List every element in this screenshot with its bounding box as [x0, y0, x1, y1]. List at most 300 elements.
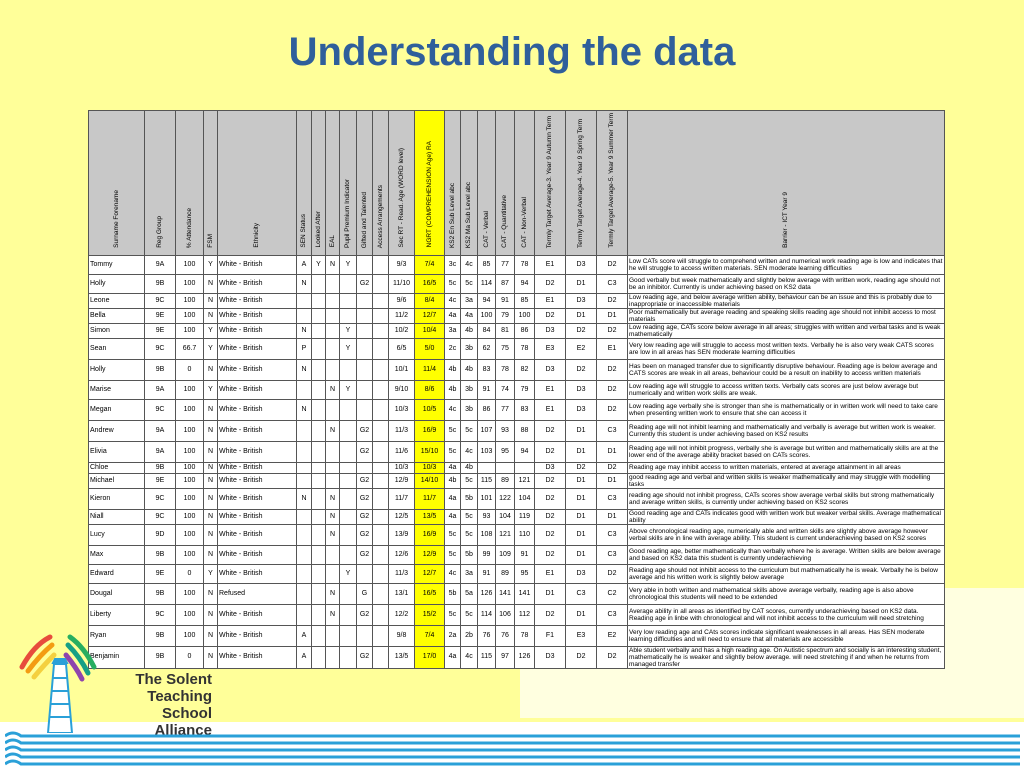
table-cell	[357, 338, 373, 359]
column-header	[535, 111, 566, 256]
table-cell	[312, 488, 326, 509]
table-cell: 4a	[445, 462, 461, 473]
table-cell: White - British	[218, 473, 297, 488]
table-cell	[373, 308, 389, 323]
table-cell	[340, 420, 357, 441]
pupil-data-table-wrapper	[88, 110, 944, 669]
table-cell	[357, 255, 373, 274]
table-cell: 9A	[145, 255, 176, 274]
table-cell	[326, 323, 340, 338]
table-cell: Edward	[89, 564, 145, 583]
column-header	[461, 111, 478, 256]
table-cell: C3	[597, 524, 628, 545]
column-header-label: Barrier - ICT Year 9	[782, 191, 789, 248]
column-header	[89, 111, 145, 256]
table-cell: Poor mathematically but average reading and speaking skills reading age should not inhibit access to most materials	[628, 308, 945, 323]
table-cell: D2	[535, 473, 566, 488]
table-cell: 10/3	[389, 462, 415, 473]
table-cell	[297, 380, 312, 399]
table-cell: Y	[204, 380, 218, 399]
column-header-label: Looked After	[314, 211, 322, 248]
column-header-label: Access Arrangements	[376, 184, 384, 248]
table-cell: N	[326, 524, 340, 545]
table-cell: D2	[535, 545, 566, 564]
table-cell: Average ability in all areas as identified by CAT scores, currently underachieving based on KS2 data. Reading age in linbe with chronological and will not inhibit access to the curriculum will need stretching	[628, 604, 945, 625]
table-cell: C3	[597, 488, 628, 509]
table-cell: 4a	[461, 308, 478, 323]
table-cell: Lucy	[89, 524, 145, 545]
table-cell: D2	[535, 420, 566, 441]
table-cell: Y	[204, 338, 218, 359]
table-cell: 10/4	[415, 323, 445, 338]
table-cell	[297, 545, 312, 564]
table-cell: D2	[597, 564, 628, 583]
table-cell: 5c	[445, 604, 461, 625]
table-cell: Niall	[89, 509, 145, 524]
table-cell	[326, 625, 340, 646]
table-cell: D1	[597, 441, 628, 462]
table-cell	[326, 308, 340, 323]
table-cell: 16/5	[415, 274, 445, 293]
table-cell: Above chronological reading age, numerically able and written skills are slightly above average however verbal skills are in line with average ability. This student is current underachieving based on KS2 scores	[628, 524, 945, 545]
table-cell: White - British	[218, 488, 297, 509]
column-header	[415, 111, 445, 256]
table-cell: 5c	[445, 441, 461, 462]
table-cell: N	[204, 293, 218, 308]
table-cell	[357, 462, 373, 473]
table-cell	[326, 473, 340, 488]
table-cell: White - British	[218, 420, 297, 441]
table-row	[89, 293, 945, 308]
table-cell: 100	[515, 308, 535, 323]
table-cell: D2	[535, 509, 566, 524]
table-cell: 12/5	[389, 509, 415, 524]
table-cell: 13/5	[415, 509, 445, 524]
table-cell: 87	[496, 274, 515, 293]
column-header	[373, 111, 389, 256]
table-cell: 100	[176, 488, 204, 509]
table-cell: D1	[566, 509, 597, 524]
table-cell: 9E	[145, 308, 176, 323]
table-cell: White - British	[218, 323, 297, 338]
table-row	[89, 625, 945, 646]
table-cell	[312, 473, 326, 488]
table-cell: White - British	[218, 441, 297, 462]
table-cell: D2	[597, 399, 628, 420]
table-cell: 9C	[145, 399, 176, 420]
table-cell: 5c	[461, 509, 478, 524]
table-cell	[312, 604, 326, 625]
table-cell: 89	[496, 564, 515, 583]
table-cell: 11/6	[389, 441, 415, 462]
table-cell	[496, 462, 515, 473]
table-cell: G2	[357, 545, 373, 564]
table-cell: Has been on managed transfer due to significantly disruptive behaviour. Reading age is below average and CATS scores are weak in all areas, behaviour could be a result on inability to access written materials	[628, 359, 945, 380]
table-cell: E2	[566, 338, 597, 359]
table-cell: D1	[566, 441, 597, 462]
table-cell: 100	[176, 323, 204, 338]
table-cell: 4a	[445, 509, 461, 524]
table-cell: White - British	[218, 274, 297, 293]
table-cell	[326, 359, 340, 380]
table-cell: Very able in both written and mathematical skills above average verbally, reading age is also above chronological this students will need to be extended	[628, 583, 945, 604]
table-cell: Y	[340, 380, 357, 399]
table-cell: 14/10	[415, 473, 445, 488]
table-cell: 78	[515, 338, 535, 359]
table-cell: 11/4	[415, 359, 445, 380]
table-cell	[357, 564, 373, 583]
table-cell: G2	[357, 441, 373, 462]
table-cell: Elivia	[89, 441, 145, 462]
table-cell: E1	[535, 564, 566, 583]
table-cell	[326, 338, 340, 359]
table-cell: 126	[515, 646, 535, 668]
table-cell: E1	[535, 380, 566, 399]
table-cell: White - British	[218, 359, 297, 380]
table-cell: 100	[176, 308, 204, 323]
table-row	[89, 583, 945, 604]
table-cell	[373, 323, 389, 338]
table-cell	[312, 564, 326, 583]
table-cell: D2	[535, 441, 566, 462]
table-cell: Andrew	[89, 420, 145, 441]
table-cell: 100	[176, 274, 204, 293]
table-cell: 100	[176, 545, 204, 564]
table-cell: 17/0	[415, 646, 445, 668]
table-cell	[312, 359, 326, 380]
table-row	[89, 399, 945, 420]
table-cell: D3	[535, 359, 566, 380]
column-header	[628, 111, 945, 256]
table-cell	[478, 462, 496, 473]
table-cell: 6/5	[389, 338, 415, 359]
table-cell: Low reading age, CATs score below average in all areas; struggles with written and verbal tasks and is weak mathematically	[628, 323, 945, 338]
table-cell	[326, 545, 340, 564]
table-cell	[373, 646, 389, 668]
table-row	[89, 488, 945, 509]
table-cell: N	[297, 359, 312, 380]
table-cell: 4b	[445, 380, 461, 399]
table-cell: D1	[566, 604, 597, 625]
table-cell: Dougal	[89, 583, 145, 604]
table-cell: 9E	[145, 323, 176, 338]
table-cell: Reading age will not inhibit learning and mathematically and verbally is average but written work is weaker. Currently this student is under achieving based on KS2 results	[628, 420, 945, 441]
table-cell: 78	[515, 255, 535, 274]
table-cell: E3	[566, 625, 597, 646]
table-cell: White - British	[218, 293, 297, 308]
table-cell: 12/9	[415, 545, 445, 564]
table-cell	[357, 308, 373, 323]
table-cell: 4b	[461, 359, 478, 380]
table-cell: 5c	[445, 420, 461, 441]
table-cell: N	[204, 488, 218, 509]
table-cell	[326, 441, 340, 462]
table-cell: 9B	[145, 646, 176, 668]
table-cell: 100	[176, 293, 204, 308]
table-cell: 4c	[461, 441, 478, 462]
table-cell: Y	[312, 255, 326, 274]
table-cell: 2a	[445, 625, 461, 646]
table-cell	[340, 274, 357, 293]
column-header	[297, 111, 312, 256]
table-cell: Benjamin	[89, 646, 145, 668]
table-cell: 11/7	[389, 488, 415, 509]
table-cell	[340, 441, 357, 462]
table-cell	[312, 380, 326, 399]
table-cell: N	[204, 473, 218, 488]
table-cell: 2b	[461, 625, 478, 646]
table-cell: 16/5	[415, 583, 445, 604]
column-header	[176, 111, 204, 256]
table-cell: White - British	[218, 255, 297, 274]
column-header	[566, 111, 597, 256]
table-cell: 7/4	[415, 625, 445, 646]
table-cell: Good reading age, better mathematically than verbally where he is average. Written skills are below average and based on KS2 data this student is currently underachieving	[628, 545, 945, 564]
table-cell: N	[204, 441, 218, 462]
table-cell: 12/7	[415, 308, 445, 323]
table-cell: 9E	[145, 564, 176, 583]
table-cell: 9B	[145, 545, 176, 564]
table-cell: White - British	[218, 564, 297, 583]
table-cell: C2	[597, 583, 628, 604]
table-cell: 9A	[145, 441, 176, 462]
lighthouse-logo-icon	[14, 633, 124, 733]
column-header	[597, 111, 628, 256]
table-cell: D2	[597, 293, 628, 308]
table-cell: C3	[566, 583, 597, 604]
table-cell: 9C	[145, 293, 176, 308]
table-cell	[312, 462, 326, 473]
column-header	[478, 111, 496, 256]
table-cell: Holly	[89, 359, 145, 380]
table-cell: 100	[176, 399, 204, 420]
table-cell	[340, 646, 357, 668]
table-cell	[312, 308, 326, 323]
table-cell: 12/7	[415, 564, 445, 583]
table-cell: 13/9	[389, 524, 415, 545]
table-cell: White - British	[218, 338, 297, 359]
table-cell: 4c	[461, 255, 478, 274]
table-cell: N	[204, 462, 218, 473]
table-cell	[326, 564, 340, 583]
table-cell: 9C	[145, 604, 176, 625]
table-cell: Low reading age, and below average written ability, behaviour can be an issue and this is probably due to inappropriate or inaccessible materials	[628, 293, 945, 308]
table-cell: D3	[566, 380, 597, 399]
table-cell: 62	[478, 338, 496, 359]
table-cell	[297, 509, 312, 524]
table-cell	[340, 359, 357, 380]
table-cell: 79	[515, 380, 535, 399]
table-cell: 106	[496, 604, 515, 625]
table-cell	[373, 524, 389, 545]
table-cell: G2	[357, 274, 373, 293]
column-header	[218, 111, 297, 256]
table-cell: 100	[176, 625, 204, 646]
table-cell: N	[326, 509, 340, 524]
column-header	[515, 111, 535, 256]
table-cell: White - British	[218, 604, 297, 625]
table-cell	[326, 646, 340, 668]
table-cell: A	[297, 255, 312, 274]
table-cell	[357, 359, 373, 380]
table-cell: 9B	[145, 625, 176, 646]
table-cell: N	[204, 646, 218, 668]
table-cell: 95	[496, 441, 515, 462]
table-cell: 77	[496, 399, 515, 420]
table-cell: 9E	[145, 473, 176, 488]
table-cell	[373, 338, 389, 359]
table-cell: N	[204, 625, 218, 646]
column-header-label: SEN Status	[300, 214, 307, 248]
table-cell: D3	[566, 399, 597, 420]
table-cell: 4b	[445, 473, 461, 488]
table-cell: Y	[204, 255, 218, 274]
table-cell: N	[204, 359, 218, 380]
table-cell: 91	[515, 545, 535, 564]
table-cell: D1	[566, 524, 597, 545]
table-cell: 100	[176, 524, 204, 545]
table-cell	[312, 509, 326, 524]
table-row	[89, 441, 945, 462]
table-cell	[297, 473, 312, 488]
table-cell	[326, 462, 340, 473]
table-cell: Simon	[89, 323, 145, 338]
table-cell: 100	[176, 583, 204, 604]
table-cell: D1	[566, 420, 597, 441]
table-cell: 4c	[445, 399, 461, 420]
table-cell: D1	[597, 473, 628, 488]
table-cell: 9/3	[389, 255, 415, 274]
table-cell: White - British	[218, 545, 297, 564]
table-cell: 74	[496, 380, 515, 399]
table-cell	[357, 399, 373, 420]
table-cell: 9A	[145, 380, 176, 399]
table-cell: 11/10	[389, 274, 415, 293]
table-cell: Refused	[218, 583, 297, 604]
table-cell	[326, 293, 340, 308]
column-header-label: CAT - Quantitative	[501, 194, 508, 248]
column-header	[312, 111, 326, 256]
table-cell: reading age should not inhibit progress, CATs scores show average verbal skills but strong mathematically and average written skills, is currently under achieving based on KS2 scores	[628, 488, 945, 509]
table-cell: N	[204, 308, 218, 323]
table-cell	[312, 323, 326, 338]
slide-title: Understanding the data	[288, 30, 736, 74]
table-cell: 91	[478, 380, 496, 399]
table-cell	[373, 255, 389, 274]
table-cell	[340, 399, 357, 420]
table-cell: 3a	[461, 564, 478, 583]
table-cell: Sean	[89, 338, 145, 359]
table-row	[89, 646, 945, 668]
table-cell	[297, 420, 312, 441]
table-cell: 5c	[461, 473, 478, 488]
table-cell: 95	[515, 564, 535, 583]
table-cell: 78	[496, 359, 515, 380]
table-cell: C3	[597, 420, 628, 441]
table-cell: 15/10	[415, 441, 445, 462]
wave-stripes-decoration	[5, 730, 1020, 766]
table-cell: 78	[515, 625, 535, 646]
table-cell: 11/3	[389, 564, 415, 583]
table-cell	[297, 583, 312, 604]
table-cell: 10/1	[389, 359, 415, 380]
table-cell: Very low reading age will struggle to access most written texts. Verbally he is also very weak CATS scores are low in all areas has SEN moderate learning difficulties	[628, 338, 945, 359]
table-cell: Michael	[89, 473, 145, 488]
table-cell: Chloe	[89, 462, 145, 473]
table-cell: D3	[566, 255, 597, 274]
table-cell: D2	[597, 359, 628, 380]
table-cell	[340, 462, 357, 473]
table-cell	[340, 308, 357, 323]
table-cell: Tommy	[89, 255, 145, 274]
table-cell: 94	[515, 441, 535, 462]
table-cell: 100	[176, 509, 204, 524]
table-cell	[373, 420, 389, 441]
table-cell: 4a	[445, 308, 461, 323]
table-cell: White - British	[218, 399, 297, 420]
table-cell: 11/2	[389, 308, 415, 323]
table-cell	[373, 441, 389, 462]
table-cell	[297, 462, 312, 473]
column-header-label: Surname Forename	[112, 189, 120, 248]
table-cell: 85	[515, 293, 535, 308]
table-cell: Low reading age verbally she is stronger than she is mathematically or in written work will need to take care when presenting written work to ensure that she can access it	[628, 399, 945, 420]
table-cell: 100	[176, 420, 204, 441]
column-header-label: FSM	[206, 234, 214, 248]
table-cell: 119	[515, 509, 535, 524]
table-cell: Reading age may inhibit access to written materials, entered at average attainment in all areas	[628, 462, 945, 473]
table-cell	[373, 625, 389, 646]
table-cell: Good verbally but week mathematically and slightly below average with written work, reading age should not be an inhibitor. Currently is under achieving based on KS2 data	[628, 274, 945, 293]
table-cell: 94	[515, 274, 535, 293]
table-row	[89, 564, 945, 583]
table-cell: D3	[535, 462, 566, 473]
table-cell: Able student verbally and has a high reading age. On Autistic spectrum and socially is an interesting student, mathematically he is weaker and slightly below average. will need stretching if and when he returns from managed transfer	[628, 646, 945, 668]
table-cell	[373, 293, 389, 308]
table-cell: 121	[496, 524, 515, 545]
table-cell: Good reading age and CATs indicates good with written work but weaker verbal skills. Average mathematical ability	[628, 509, 945, 524]
column-header	[445, 111, 461, 256]
table-cell: Bella	[89, 308, 145, 323]
table-cell: D3	[535, 646, 566, 668]
table-cell: P	[297, 338, 312, 359]
table-cell: 9B	[145, 359, 176, 380]
table-cell: 91	[496, 293, 515, 308]
table-cell: D2	[535, 308, 566, 323]
table-cell: 112	[515, 604, 535, 625]
table-row	[89, 255, 945, 274]
table-cell: E1	[535, 399, 566, 420]
table-cell	[312, 524, 326, 545]
table-cell	[312, 583, 326, 604]
table-cell: 84	[478, 323, 496, 338]
table-cell: C3	[597, 545, 628, 564]
table-cell: White - British	[218, 308, 297, 323]
column-header	[340, 111, 357, 256]
table-cell: 100	[176, 255, 204, 274]
table-cell: 141	[496, 583, 515, 604]
table-cell: 4b	[445, 359, 461, 380]
table-cell: 100	[176, 473, 204, 488]
table-cell: 3b	[461, 380, 478, 399]
table-cell: D1	[566, 488, 597, 509]
table-cell	[312, 625, 326, 646]
table-cell: 5c	[461, 420, 478, 441]
table-row	[89, 338, 945, 359]
table-row	[89, 420, 945, 441]
table-cell: Y	[204, 323, 218, 338]
table-cell: 100	[176, 462, 204, 473]
